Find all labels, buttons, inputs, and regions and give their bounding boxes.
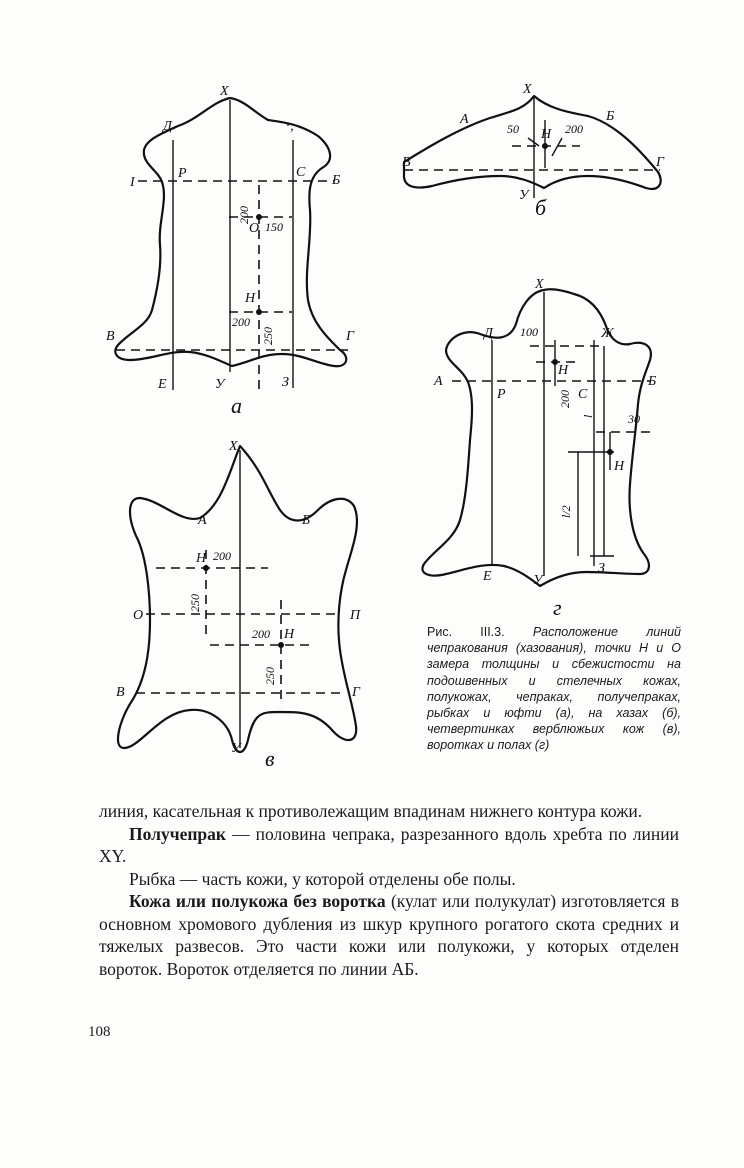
fig-g-dim-30: 30 [628,412,640,426]
fig-a-point-Z: З [282,375,289,390]
fig-b-point-B: Б [606,109,615,124]
page-number: 108 [88,1024,111,1040]
fig-b-point-N: Н [541,127,552,142]
svg-text:·‚: ·‚ [286,119,295,134]
fig-g-point-A: А [434,374,443,389]
fig-b-dim-200: 200 [565,122,583,136]
fig-a-dim-200b: 200 [232,315,250,329]
paragraph-3: Рыбка — часть кожи, у которой отделены обе полы. [129,868,516,889]
fig-a-point-B: Б [332,173,341,188]
fig-g-point-Zh: Ж [601,326,614,341]
fig-g-point-N2: Н [614,459,625,474]
figure-g [422,277,656,620]
fig-v-point-X: Х [229,439,238,454]
fig-g-point-D: Д [484,326,493,341]
fig-v-point-O: О [133,608,144,623]
fig-b-point-A: А [460,112,469,127]
fig-v-point-N2: Н [284,627,295,642]
fig-a-dim-200: 200 [237,206,251,224]
fig-v-point-Y: У [231,741,241,756]
fig-v-point-N1: Н [196,551,207,566]
fig-b-dim-50: 50 [507,122,519,136]
fig-a-point-V: В [106,329,115,344]
fig-v-point-B: Б [302,513,311,528]
body-text [99,800,679,980]
fig-a-label: а [231,393,242,418]
fig-a-point-Y: У [215,377,225,392]
fig-a-point-I: I [130,175,135,190]
term-poluchaprak: Получепрак [129,823,226,844]
fig-g-dim-l2: l/2 [559,505,573,518]
fig-v-dim-250b: 250 [263,667,277,685]
figure-b [402,82,665,220]
figure-caption-text: Расположение линий чепракования (хазования), точки Н и О замера толщины и сбежистости на подошвенных и стелечных кожах, полукожах, чепраках, получепраках, рыбках и юфти (а), на хазах (б), четвертинках верблюжьих кож (в), воротках и полах (г) [427,625,681,753]
figure-v [116,439,361,771]
fig-v-point-V: В [116,685,125,700]
fig-g-dim-l: l [581,414,595,418]
fig-b-label: б [535,195,547,220]
fig-v-point-A: А [198,513,207,528]
fig-v-point-P: П [350,608,361,623]
paragraph-1: линия, касательная к противолежащим впадинам нижнего контура кожи. [99,801,643,821]
fig-g-point-Y: У [533,573,543,588]
fig-g-point-X: Х [535,277,544,292]
fig-b-point-Y: У [519,188,529,203]
fig-v-dim-250a: 250 [188,594,202,612]
fig-a-point-P: Р [178,166,187,181]
fig-v-dim-200a: 200 [213,549,231,563]
fig-v-dim-200b: 200 [252,627,270,641]
fig-a-point-E: Е [158,377,167,392]
fig-a-point-O: О [249,221,260,236]
figure-number: Рис. III.3. [427,625,505,639]
fig-a-dim-250: 250 [261,327,275,345]
fig-g-point-E: Е [483,569,492,584]
fig-g-dim-200: 200 [558,390,572,408]
figure-caption [427,624,681,754]
fig-a-dim-150: 150 [265,220,283,234]
fig-b-point-V: В [402,155,411,170]
fig-v-point-G: Г [352,685,360,700]
fig-a-point-X: Х [220,84,229,99]
figure-a-hide-outline [115,98,346,366]
fig-g-point-P: Р [497,387,506,402]
term-kozha-bez-vorotka: Кожа или полукожа без воротка [129,891,386,911]
fig-a-point-N: Н [245,291,256,306]
fig-g-point-C: С [578,387,588,402]
fig-g-point-N1: Н [558,363,569,378]
fig-a-point-C: С [296,165,306,180]
fig-g-dim-100: 100 [520,325,538,339]
fig-a-point-G: Г [346,329,354,344]
fig-v-label: в [265,746,275,771]
fig-g-point-Z: З [598,561,605,576]
paragraph-2: Получепрак — половина чепрака, разрезанного вдоль хребта по линии XY. [99,823,679,866]
figure-a [106,84,355,418]
fig-b-point-G: Г [656,155,664,170]
fig-a-point-D: Д [163,119,172,134]
fig-b-point-X: Х [523,82,532,97]
fig-g-label: г [553,595,562,620]
figure-v-hide-outline [118,446,357,752]
fig-g-point-B: Б [648,374,657,389]
paragraph-4: Кожа или полукожа без воротка (кулат или полукулат) изготовляется в основном хромового дубления из шкур крупного рогатого скота средних и тяжелых развесов. Это части кожи или полукожи, у которых отделен вороток. Вороток отделяется по линии АБ. [99,891,679,979]
figure-b-hide-outline [404,96,661,189]
